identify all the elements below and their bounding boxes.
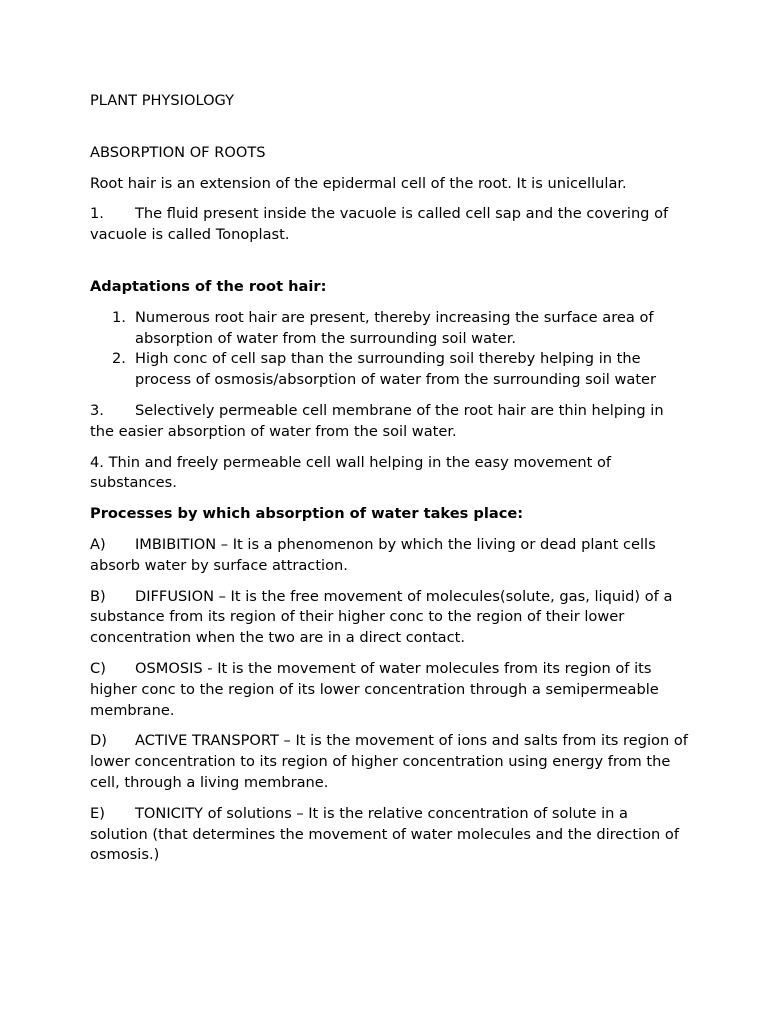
- list-item-text: High conc of cell sap than the surrounding soil thereby helping in the process of osmosis/absorption of water from the surrounding soil water: [135, 350, 657, 389]
- point-1-marker: 1.: [90, 205, 104, 223]
- list-item: [90, 308, 690, 350]
- adaptations-list: [90, 308, 690, 391]
- section-heading: ABSORPTION OF ROOTS: [90, 143, 266, 161]
- process-text: OSMOSIS - It is the movement of water molecules from its region of its higher conc to the region of its lower concentration through a semipermeable membrane.: [90, 659, 659, 719]
- point-4-paragraph: 4. Thin and freely permeable cell wall helping in the easy movement of substances.: [90, 453, 612, 492]
- process-marker: D): [90, 732, 107, 750]
- list-item-marker: 2.: [112, 350, 126, 368]
- process-text: TONICITY of solutions – It is the relative concentration of solute in a solution (that determines the movement of water molecules and the direction of osmosis.): [90, 804, 679, 864]
- list-item-text: Numerous root hair are present, thereby increasing the surface area of absorption of water from the surrounding soil water.: [135, 308, 654, 347]
- process-item-d: [90, 731, 690, 793]
- intro-paragraph: Root hair is an extension of the epidermal cell of the root. It is unicellular.: [90, 174, 627, 192]
- point-1-text: The fluid present inside the vacuole is called cell sap and the covering of vacuole is called Tonoplast.: [90, 205, 669, 244]
- process-marker: E): [90, 804, 105, 822]
- point-1-paragraph: [90, 204, 690, 246]
- point-3-marker: 3.: [90, 401, 104, 419]
- process-item-b: [90, 587, 690, 649]
- list-item: [90, 349, 690, 391]
- process-text: IMBIBITION – It is a phenomenon by which the living or dead plant cells absorb water by surface attraction.: [90, 535, 656, 574]
- processes-heading: Processes by which absorption of water takes place:: [90, 505, 524, 523]
- list-item-marker: 1.: [112, 308, 126, 326]
- process-item-a: [90, 535, 690, 577]
- process-item-c: [90, 659, 690, 721]
- document-page: [90, 91, 690, 876]
- document-title: PLANT PHYSIOLOGY: [90, 92, 235, 109]
- adaptations-heading: Adaptations of the root hair:: [90, 277, 327, 295]
- point-3-text: Selectively permeable cell membrane of the root hair are thin helping in the easier absorption of water from the soil water.: [90, 401, 664, 440]
- process-marker: B): [90, 587, 106, 605]
- process-text: DIFFUSION – It is the free movement of molecules(solute, gas, liquid) of a substance from its region of their higher conc to the region of their lower concentration when the two are in a direct contact.: [90, 587, 673, 647]
- process-marker: A): [90, 535, 106, 553]
- process-item-e: [90, 804, 690, 866]
- process-text: ACTIVE TRANSPORT – It is the movement of ions and salts from its region of lower concentration to its region of higher concentration using energy from the cell, through a living membrane.: [90, 732, 688, 791]
- process-marker: C): [90, 659, 106, 677]
- point-3-paragraph: [90, 401, 690, 443]
